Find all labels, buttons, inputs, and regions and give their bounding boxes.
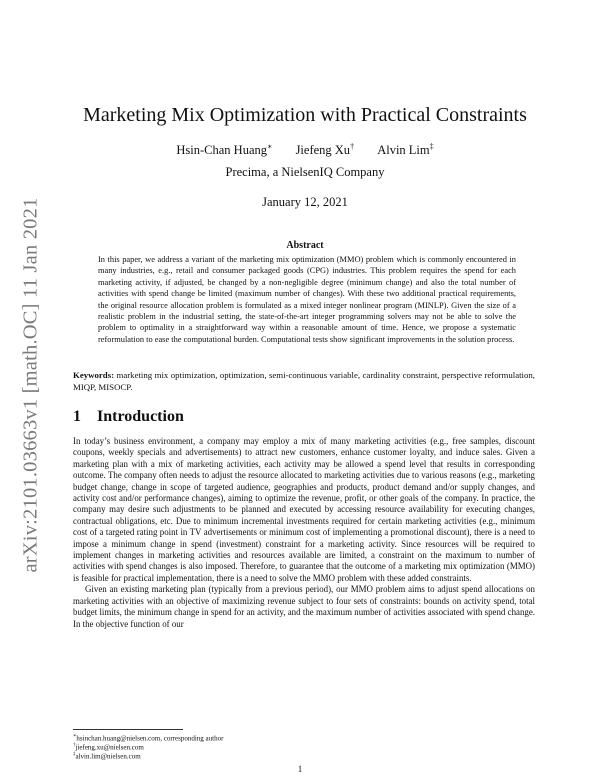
author-1-name: Hsin-Chan Huang	[176, 143, 267, 158]
author-3-name: Alvin Lim	[377, 143, 430, 158]
affiliation: Precima, a NielsenIQ Company	[225, 165, 385, 179]
author-1-mark: ∗	[267, 142, 273, 151]
paragraph-1: In today’s business environment, a company may employ a mix of many marketing activities (e.g., free samples, discount coupons, weekly specials and advertisements) to attract new customers, enhance customer loyalty, and induce sales. Given a marketing plan with a mix of marketing activities, each activity may be allowed a spend level that results in corresponding outcome. The company often needs to adjust the resource allocated to marketing activities due to various reasons (e.g., marketing budget change, change in scope of targeted audience, geographies and products, product demand and/or supply changes, and activity cost and/or performance changes), aiming to optimize the revenue, profit, or other goals of the company. In practice, the company may desire such adjustments to be planned and executed by accessing resource availability for executing changes, contractual obligations, etc. Due to minimum incremental investments required for certain marketing activities (e.g., minimum cost of a targeted rating point in TV advertisements or minimum cost of implementing a promotional discount), there is a need to impose a minimum change in spend (investment) constraint for a marketing activity. Since resources will be required to implement changes in marketing activities and resources available are limited, a constraint on the maximum to number of activities with spend changes is also imposed. Therefore, to guarantee that the outcome of a marketing mix optimization (MMO) is feasible for practical implementation, there is a need to solve the MMO problem with these added constraints.	[73, 436, 535, 583]
page-number: 1	[297, 764, 303, 774]
author-2-name: Jiefeng Xu	[295, 143, 351, 158]
body-text	[73, 436, 535, 630]
section-number: 1	[73, 408, 81, 425]
arxiv-stamp	[8, 197, 54, 573]
section-heading	[73, 408, 184, 426]
footnote-1-mark: ∗	[73, 734, 77, 739]
author-2	[296, 143, 355, 157]
abstract-text: In this paper, we address a variant of the marketing mix optimization (MMO) problem which is commonly encountered in many industries, e.g., retail and consumer packaged goods (CPG) industries. This problem requires the spend for each marketing activity, if adjusted, be changed by a non-negligible degree (minimum change) and also the total number of activities with spend change be limited (maximum number of changes). With these two additional practical requirements, the original resource allocation problem is formulated as a mixed integer nonlinear program (MINLP). Given the size of a realistic problem in the industrial setting, the state-of-the-art integer programming solvers may not be able to solve the problem to optimality in a straightforward way within a reasonable amount of time. Hence, we propose a systematic reformulation to ease the computational burden. Computational tests show significant improvements in the solution process.	[98, 255, 516, 344]
keywords-text: marketing mix optimization, optimization, semi-continuous variable, cardinality constraint, perspective reformulation, MIQP, MISOCP.	[73, 370, 535, 392]
keywords	[73, 370, 535, 394]
footnote-2-mark: †	[73, 743, 76, 748]
paragraph-2: Given an existing marketing plan (typically from a previous period), our MMO problem aims to adjust spend allocations on marketing activities with an objective of maximizing revenue subject to four sets of constraints: bounds on activity spend, total budget limits, the minimum change in spend for an activity, and the maximum number of activities associated with spend change. In the objective function of our	[73, 584, 535, 629]
footnote-3-mark: ‡	[73, 752, 76, 757]
section-title: Introduction	[97, 408, 184, 425]
footnote-rule	[73, 729, 183, 730]
footnote-1-text: hsinchan.huang@nielsen.com, corresponding author	[76, 734, 224, 743]
paper-title: Marketing Mix Optimization with Practical Constraints	[83, 104, 527, 126]
author-2-mark: †	[350, 142, 355, 151]
footnote-2-text: jiefeng.xu@nielsen.com	[75, 743, 144, 752]
author-3-mark: ‡	[429, 142, 434, 151]
footnote-3-text: alvin.lim@nielsen.com	[75, 752, 141, 761]
author-1	[176, 143, 272, 157]
paper-date: January 12, 2021	[262, 195, 348, 209]
abstract-heading: Abstract	[286, 240, 324, 251]
arxiv-stamp-text: arXiv:2101.03663v1 [math.OC] 11 Jan 2021	[19, 197, 42, 573]
footnote-3	[73, 750, 141, 761]
keywords-label: Keywords:	[73, 370, 115, 380]
author-list	[60, 142, 550, 158]
author-3	[377, 143, 433, 157]
